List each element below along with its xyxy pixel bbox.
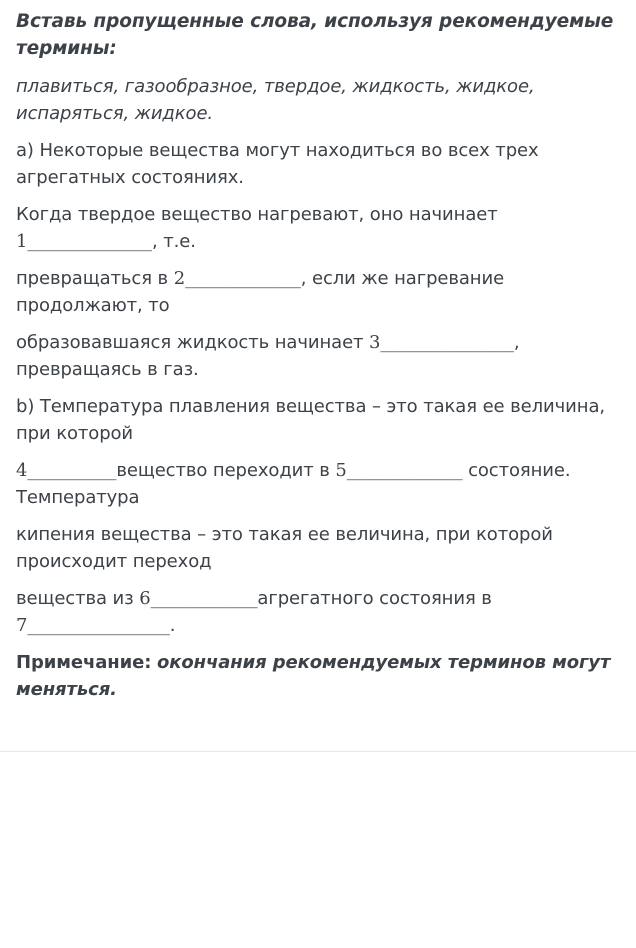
sentence-4 — [16, 457, 622, 511]
task-content — [16, 8, 622, 713]
sentence-4-after: состояние. Температура — [16, 460, 571, 508]
task-title: Вставь пропущенные слова, используя рекомендуемые термины: — [16, 11, 614, 59]
sentence-1-text: Когда твердое вещество нагревают, оно начинает — [16, 204, 498, 225]
sentence-5: кипения вещества – это такая ее величина, при которой происходит переход — [16, 524, 553, 572]
note-label: Примечание: — [16, 652, 152, 673]
sentence-3 — [16, 329, 622, 383]
sentence-4-mid: вещество переходит в — [116, 460, 336, 481]
blank-7-number: 7 — [16, 615, 28, 636]
sentence-6 — [16, 585, 622, 639]
sentence-2-after: , если же нагревание продолжают, то — [16, 268, 505, 316]
blank-4-number: 4 — [16, 460, 28, 481]
sentence-1 — [16, 201, 622, 255]
blank-5: _____________ — [346, 460, 463, 481]
sentence-6-mid: агрегатного состояния в — [257, 588, 492, 609]
blank-6: ____________ — [150, 588, 258, 609]
part-b-intro: b) Температура плавления вещества – это такая ее величина, при которой — [16, 396, 605, 444]
sentence-6-after: . — [169, 615, 176, 636]
sentence-3-text: образовавшаяся жидкость начинает — [16, 332, 370, 353]
sentence-2-text: превращаться в — [16, 268, 174, 289]
blank-2-number: 2 — [173, 268, 186, 289]
blank-4: __________ — [27, 460, 117, 481]
recommended-terms: плавиться, газообразное, твердое, жидкость, жидкое, испаряться, жидкое. — [16, 76, 535, 124]
blank-1: ______________ — [27, 231, 152, 252]
note — [16, 649, 622, 703]
sentence-6-text: вещества из — [16, 588, 140, 609]
blank-5-number: 5 — [335, 460, 347, 481]
blank-3-number: 3 — [369, 332, 381, 353]
blank-3: _______________ — [380, 332, 514, 353]
blank-6-number: 6 — [139, 588, 151, 609]
divider — [0, 751, 636, 752]
blank-7: ________________ — [27, 615, 170, 636]
sentence-2 — [16, 265, 622, 319]
blank-1-number: 1 — [16, 231, 28, 252]
note-text: окончания рекомендуемых терминов могут меняться. — [16, 652, 611, 700]
blank-2: _____________ — [185, 268, 301, 289]
sentence-1-after: , т.е. — [151, 231, 196, 252]
part-a-intro: а) Некоторые вещества могут находиться во всех трех агрегатных состояниях. — [16, 140, 539, 188]
sentence-3-after: , превращаясь в газ. — [16, 332, 520, 380]
